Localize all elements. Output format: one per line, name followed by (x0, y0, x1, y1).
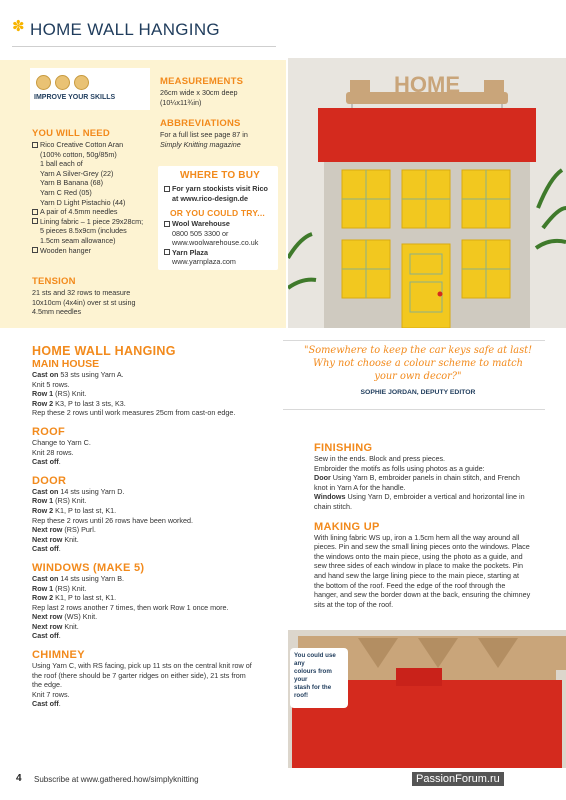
checkbox-icon (164, 186, 170, 192)
finishing-heading: FINISHING (314, 442, 373, 454)
checkbox-icon (32, 142, 38, 148)
chimney-instructions: Using Yarn C, with RS facing, pick up 11 sts on the central knit row of the roof (there should be 7 garter ridges on either side), 21 sts from the edge. Knit 7 rows. Cast off. (32, 661, 252, 709)
editor-quote: "Somewhere to keep the car keys safe at last! Why not choose a colour scheme to match your own decor?" (303, 345, 533, 382)
tension-text: 21 sts and 32 rows to measure 10x10cm (4x4in) over st st using 4.5mm needles (32, 288, 136, 317)
list-item: Rico Creative Cotton Aran (32, 140, 156, 150)
stockists-text: Wool Warehouse 0800 505 3300 or www.woolwarehouse.co.uk Yarn Plaza www.yarnplaza.com (164, 219, 278, 267)
list-item: (100% cotton, 50g/85m) (40, 149, 117, 159)
watermark: PassionForum.ru (412, 772, 504, 786)
skill-dot-icon (74, 75, 89, 90)
list-item: 5 pieces 8.5x9cm (includes (40, 226, 127, 236)
tension-heading: TENSION (32, 276, 76, 287)
main-house-instructions: Cast on 53 sts using Yarn A. Knit 5 rows. Row 1 (RS) Knit. Row 2 K3, P to last 3 sts, K3. Rep these 2 rows until work measures 25cm from cast-on edge. (32, 370, 236, 418)
skills-box (30, 68, 150, 110)
you-will-need-list (32, 140, 156, 255)
main-house-heading: MAIN HOUSE (32, 358, 100, 370)
pattern-column (32, 344, 280, 709)
wall-hanging-illustration (288, 58, 566, 328)
chimney-heading: CHIMNEY (32, 649, 85, 662)
header-divider (12, 46, 276, 47)
finishing-instructions: Sew in the ends. Block and press pieces. Embroider the motifs as folls using photos as a guide: Door Using Yarn B, embroider panels in chain stitch, and French knot in Yarn A for the handle. Windows Using Yarn D, embroider a vertical and horizontal line in chain stitch. (314, 454, 525, 511)
roof-instructions: Change to Yarn C. Knit 28 rows. Cast off. (32, 437, 91, 467)
finishing-section (314, 442, 560, 609)
checkbox-icon (32, 209, 38, 215)
list-item: Yarn C Red (05) (40, 187, 92, 197)
list-item: 1.5cm seam allowance) (40, 235, 116, 245)
roof-heading: ROOF (32, 425, 65, 438)
or-try-heading: OR YOU COULD TRY... (170, 208, 265, 218)
measurements-heading: MEASUREMENTS (160, 76, 244, 87)
quote-author: SOPHIE JORDAN, DEPUTY EDITOR (360, 389, 476, 396)
list-item: Yarn D Light Pistachio (44) (40, 197, 126, 207)
abbreviations-heading: ABBREVIATIONS (160, 118, 241, 129)
subscribe-link[interactable]: Subscribe at www.gathered.how/simplyknitting (34, 775, 199, 784)
windows-instructions: Cast on 14 sts using Yarn B. Row 1 (RS) Knit. Row 2 K1, P to last st, K1. Rep last 2 rows another 7 times, then work Row 1 once more. Next row (WS) Knit. Next row Knit. Cast off. (32, 573, 229, 641)
page-header-title: HOME WALL HANGING (30, 20, 220, 39)
list-item: Yarn A Silver-Grey (22) (40, 168, 114, 178)
checkbox-icon (32, 218, 38, 224)
skills-label: IMPROVE YOUR SKILLS (34, 94, 116, 101)
checkbox-icon (164, 221, 170, 227)
list-item: Lining fabric – 1 piece 29x28cm; (32, 217, 156, 227)
quote-divider (283, 340, 545, 341)
checkbox-icon (164, 249, 170, 255)
quote-divider (283, 409, 545, 410)
making-up-instructions: With lining fabric WS up, iron a 1.5cm hem all the way around all pieces. Pin and sew the small lining pieces onto the windows. Place the windows onto the main piece, using the photo as a guide, and sew three sides of each window in place to make the pockets. Pin and hand sew the large lining piece to the main piece, starting at the bottom of the roof. Feed the edge of the roof through the hanger, and sew the border down at the back, ensuring the chimney sits at the top of the roof. (314, 532, 531, 609)
skill-dot-icon (36, 75, 51, 90)
page-number: 4 (16, 773, 22, 784)
making-up-heading: MAKING UP (314, 520, 380, 533)
skill-dot-icon (55, 75, 70, 90)
where-to-buy-text: For yarn stockists visit Rico at www.rico-design.de (164, 184, 276, 203)
windows-heading: WINDOWS (MAKE 5) (32, 561, 145, 574)
home-sign-text: HOME (394, 72, 460, 97)
door-heading: DOOR (32, 474, 67, 487)
tip-note: You could use any colours from your stash for the roof! (290, 648, 348, 708)
pattern-title: HOME WALL HANGING (32, 344, 176, 358)
where-to-buy-heading: WHERE TO BUY (180, 170, 260, 181)
list-item: 1 ball each of (40, 159, 83, 169)
checkbox-icon (32, 247, 38, 253)
list-item: Yarn B Banana (68) (40, 178, 103, 188)
flower-icon: ✽ (12, 18, 25, 35)
you-will-need-heading: YOU WILL NEED (32, 128, 110, 139)
abbreviations-text: For a full list see page 87 in Simply Knitting magazine (160, 130, 248, 149)
list-item: A pair of 4.5mm needles (32, 207, 156, 217)
door-instructions: Cast on 14 sts using Yarn D. Row 1 (RS) Knit. Row 2 K1, P to last st, K1. Rep these 2 rows until 26 rows have been worked. Next row (RS) Purl. Next row Knit. Cast off. (32, 486, 194, 554)
wall-hanging-photo (288, 58, 566, 328)
measurements-text: 26cm wide x 30cm deep (10¼x11¾in) (160, 88, 238, 107)
list-item: Wooden hanger (32, 246, 156, 256)
